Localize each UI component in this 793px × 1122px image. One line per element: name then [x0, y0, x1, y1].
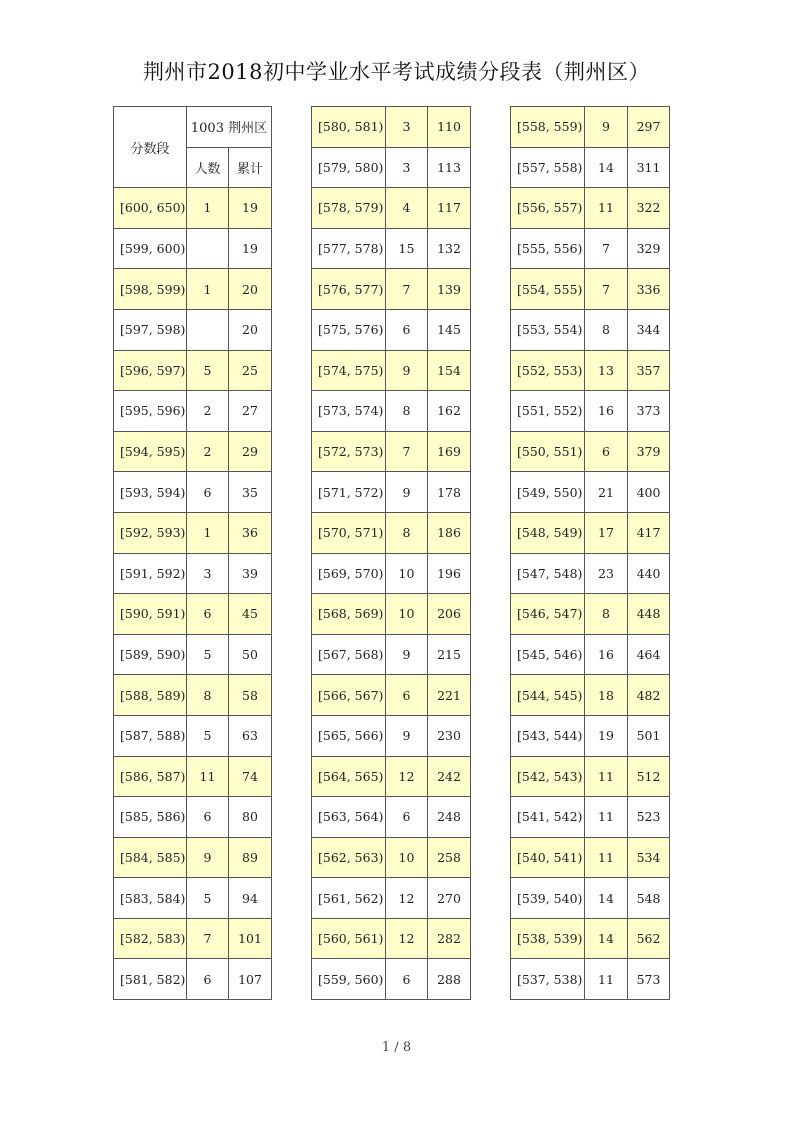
- cumulative-cell: 329: [628, 228, 670, 269]
- table-row: [511, 878, 670, 919]
- table-row: [511, 228, 670, 269]
- score-range-cell: [582, 583): [114, 918, 187, 959]
- score-range-cell: [545, 546): [511, 634, 585, 675]
- cumulative-cell: 573: [628, 959, 670, 1000]
- cumulative-cell: 162: [428, 391, 471, 432]
- score-range-cell: [580, 581): [312, 107, 386, 148]
- count-cell: 4: [386, 188, 428, 229]
- cumulative-cell: 74: [229, 756, 272, 797]
- cumulative-cell: 379: [628, 431, 670, 472]
- table-row: [114, 269, 272, 310]
- score-range-cell: [537, 538): [511, 959, 585, 1000]
- count-cell: 6: [386, 309, 428, 350]
- table-row: [312, 715, 471, 756]
- table-row: [511, 472, 670, 513]
- count-cell: 1: [187, 188, 229, 229]
- count-cell: 15: [386, 228, 428, 269]
- score-range-cell: [585, 586): [114, 797, 187, 838]
- cumulative-cell: 178: [428, 472, 471, 513]
- cumulative-cell: 20: [229, 269, 272, 310]
- score-range-cell: [561, 562): [312, 878, 386, 919]
- table-row: [511, 634, 670, 675]
- table-row: [511, 918, 670, 959]
- score-range-cell: [593, 594): [114, 472, 187, 513]
- score-range-cell: [596, 597): [114, 350, 187, 391]
- score-range-cell: [568, 569): [312, 594, 386, 635]
- table-row: [114, 878, 272, 919]
- cumulative-cell: 27: [229, 391, 272, 432]
- table-row: [114, 431, 272, 472]
- count-cell: 11: [585, 837, 628, 878]
- table-row: [114, 634, 272, 675]
- score-range-cell: [578, 579): [312, 188, 386, 229]
- count-cell: 11: [585, 959, 628, 1000]
- count-cell: 5: [187, 715, 229, 756]
- score-range-cell: [600, 650): [114, 188, 187, 229]
- score-range-cell: [575, 576): [312, 309, 386, 350]
- score-range-cell: [560, 561): [312, 918, 386, 959]
- count-cell: [187, 309, 229, 350]
- count-cell: 10: [386, 837, 428, 878]
- score-range-cell: [588, 589): [114, 675, 187, 716]
- table-row: [511, 431, 670, 472]
- score-range-cell: [539, 540): [511, 878, 585, 919]
- table-row: [312, 553, 471, 594]
- count-cell: 9: [386, 350, 428, 391]
- score-range-cell: [591, 592): [114, 553, 187, 594]
- cumulative-cell: 89: [229, 837, 272, 878]
- table-row: [312, 350, 471, 391]
- table-row: [312, 675, 471, 716]
- score-range-cell: [550, 551): [511, 431, 585, 472]
- table-row: [511, 269, 670, 310]
- header-district: 1003 荆州区: [187, 107, 272, 148]
- count-cell: 14: [585, 918, 628, 959]
- cumulative-cell: 258: [428, 837, 471, 878]
- score-range-cell: [579, 580): [312, 147, 386, 188]
- count-cell: 8: [386, 512, 428, 553]
- cumulative-cell: 20: [229, 309, 272, 350]
- table-row: [312, 269, 471, 310]
- table-row: [312, 594, 471, 635]
- count-cell: 7: [386, 431, 428, 472]
- cumulative-cell: 117: [428, 188, 471, 229]
- score-range-cell: [592, 593): [114, 512, 187, 553]
- score-range-cell: [589, 590): [114, 634, 187, 675]
- score-range-cell: [563, 564): [312, 797, 386, 838]
- cumulative-cell: 336: [628, 269, 670, 310]
- count-cell: 1: [187, 269, 229, 310]
- cumulative-cell: 448: [628, 594, 670, 635]
- count-cell: 12: [386, 756, 428, 797]
- score-range-cell: [566, 567): [312, 675, 386, 716]
- score-range-cell: [559, 560): [312, 959, 386, 1000]
- table-row: [511, 107, 670, 148]
- count-cell: 6: [187, 797, 229, 838]
- cumulative-cell: 230: [428, 715, 471, 756]
- table-row: [114, 959, 272, 1000]
- count-cell: 11: [585, 188, 628, 229]
- count-cell: 7: [386, 269, 428, 310]
- count-cell: 11: [585, 756, 628, 797]
- table-row: [114, 594, 272, 635]
- count-cell: 9: [386, 634, 428, 675]
- count-cell: 2: [187, 391, 229, 432]
- cumulative-cell: 145: [428, 309, 471, 350]
- table-row: [114, 675, 272, 716]
- cumulative-cell: 206: [428, 594, 471, 635]
- score-range-cell: [565, 566): [312, 715, 386, 756]
- count-cell: 1: [187, 512, 229, 553]
- cumulative-cell: 132: [428, 228, 471, 269]
- table-row: [114, 512, 272, 553]
- cumulative-cell: 29: [229, 431, 272, 472]
- score-range-cell: [551, 552): [511, 391, 585, 432]
- score-range-cell: [583, 584): [114, 878, 187, 919]
- cumulative-cell: 311: [628, 147, 670, 188]
- cumulative-cell: 357: [628, 350, 670, 391]
- cumulative-cell: 440: [628, 553, 670, 594]
- score-range-cell: [570, 571): [312, 512, 386, 553]
- count-cell: 6: [187, 594, 229, 635]
- table-row: [511, 350, 670, 391]
- cumulative-cell: 19: [229, 228, 272, 269]
- score-range-cell: [576, 577): [312, 269, 386, 310]
- cumulative-cell: 50: [229, 634, 272, 675]
- count-cell: 13: [585, 350, 628, 391]
- cumulative-cell: 344: [628, 309, 670, 350]
- cumulative-cell: 215: [428, 634, 471, 675]
- count-cell: 8: [585, 309, 628, 350]
- cumulative-cell: 248: [428, 797, 471, 838]
- table-row: [114, 918, 272, 959]
- table-row: [511, 959, 670, 1000]
- table-row: [312, 837, 471, 878]
- table-row: [312, 512, 471, 553]
- count-cell: 7: [187, 918, 229, 959]
- score-range-cell: [553, 554): [511, 309, 585, 350]
- header-score-range: 分数段: [114, 107, 187, 188]
- score-range-cell: [546, 547): [511, 594, 585, 635]
- table-row: [511, 837, 670, 878]
- cumulative-cell: 45: [229, 594, 272, 635]
- cumulative-cell: 512: [628, 756, 670, 797]
- table-row: [114, 756, 272, 797]
- count-cell: 9: [386, 715, 428, 756]
- table-row: [511, 594, 670, 635]
- count-cell: 14: [585, 147, 628, 188]
- count-cell: 2: [187, 431, 229, 472]
- table-row: [511, 391, 670, 432]
- count-cell: 11: [585, 797, 628, 838]
- table-row: [114, 553, 272, 594]
- score-range-cell: [577, 578): [312, 228, 386, 269]
- cumulative-cell: 242: [428, 756, 471, 797]
- table-row: [511, 147, 670, 188]
- count-cell: 6: [187, 472, 229, 513]
- table-row: [312, 472, 471, 513]
- score-range-cell: [557, 558): [511, 147, 585, 188]
- score-range-cell: [571, 572): [312, 472, 386, 513]
- table-row: [312, 107, 471, 148]
- count-cell: 6: [187, 959, 229, 1000]
- score-range-cell: [555, 556): [511, 228, 585, 269]
- cumulative-cell: 35: [229, 472, 272, 513]
- cumulative-cell: 523: [628, 797, 670, 838]
- table-row: [511, 797, 670, 838]
- score-range-cell: [554, 555): [511, 269, 585, 310]
- cumulative-cell: 501: [628, 715, 670, 756]
- cumulative-cell: 196: [428, 553, 471, 594]
- cumulative-cell: 139: [428, 269, 471, 310]
- table-row: [114, 350, 272, 391]
- cumulative-cell: 58: [229, 675, 272, 716]
- count-cell: 9: [386, 472, 428, 513]
- score-range-cell: [587, 588): [114, 715, 187, 756]
- count-cell: 10: [386, 553, 428, 594]
- score-range-cell: [574, 575): [312, 350, 386, 391]
- header-cumulative: 累计: [229, 147, 272, 188]
- score-range-cell: [595, 596): [114, 391, 187, 432]
- score-range-cell: [573, 574): [312, 391, 386, 432]
- table-row: [312, 431, 471, 472]
- score-range-cell: [547, 548): [511, 553, 585, 594]
- cumulative-cell: 297: [628, 107, 670, 148]
- cumulative-cell: 169: [428, 431, 471, 472]
- count-cell: 18: [585, 675, 628, 716]
- table-row: [511, 756, 670, 797]
- count-cell: 5: [187, 634, 229, 675]
- cumulative-cell: 322: [628, 188, 670, 229]
- score-range-cell: [590, 591): [114, 594, 187, 635]
- score-range-cell: [541, 542): [511, 797, 585, 838]
- score-table-2: [311, 106, 471, 1000]
- table-row: [114, 188, 272, 229]
- table-row: [312, 756, 471, 797]
- cumulative-cell: 548: [628, 878, 670, 919]
- count-cell: [187, 228, 229, 269]
- count-cell: 5: [187, 350, 229, 391]
- count-cell: 14: [585, 878, 628, 919]
- table-row: [312, 634, 471, 675]
- cumulative-cell: 80: [229, 797, 272, 838]
- score-range-cell: [598, 599): [114, 269, 187, 310]
- cumulative-cell: 417: [628, 512, 670, 553]
- table-row: [511, 553, 670, 594]
- table-row: [114, 715, 272, 756]
- score-range-cell: [552, 553): [511, 350, 585, 391]
- count-cell: 8: [585, 594, 628, 635]
- score-range-cell: [594, 595): [114, 431, 187, 472]
- count-cell: 16: [585, 634, 628, 675]
- cumulative-cell: 101: [229, 918, 272, 959]
- count-cell: 3: [386, 107, 428, 148]
- table-row: [511, 309, 670, 350]
- score-range-cell: [540, 541): [511, 837, 585, 878]
- cumulative-cell: 482: [628, 675, 670, 716]
- cumulative-cell: 94: [229, 878, 272, 919]
- score-range-cell: [543, 544): [511, 715, 585, 756]
- count-cell: 7: [585, 228, 628, 269]
- score-range-cell: [548, 549): [511, 512, 585, 553]
- table-row: [312, 188, 471, 229]
- count-cell: 3: [187, 553, 229, 594]
- cumulative-cell: 221: [428, 675, 471, 716]
- table-row: [312, 309, 471, 350]
- table-row: [114, 797, 272, 838]
- score-range-cell: [584, 585): [114, 837, 187, 878]
- table-row: [312, 147, 471, 188]
- count-cell: 7: [585, 269, 628, 310]
- cumulative-cell: 282: [428, 918, 471, 959]
- count-cell: 23: [585, 553, 628, 594]
- count-cell: 21: [585, 472, 628, 513]
- count-cell: 5: [187, 878, 229, 919]
- table-row: [312, 878, 471, 919]
- score-range-cell: [542, 543): [511, 756, 585, 797]
- table-row: [511, 512, 670, 553]
- page-number: 1 / 8: [381, 1040, 412, 1055]
- table-row: [511, 675, 670, 716]
- count-cell: 10: [386, 594, 428, 635]
- cumulative-cell: 25: [229, 350, 272, 391]
- score-range-cell: [597, 598): [114, 309, 187, 350]
- table-row: [312, 391, 471, 432]
- score-range-cell: [538, 539): [511, 918, 585, 959]
- score-range-cell: [558, 559): [511, 107, 585, 148]
- cumulative-cell: 464: [628, 634, 670, 675]
- table-row: [511, 188, 670, 229]
- count-cell: 8: [187, 675, 229, 716]
- cumulative-cell: 113: [428, 147, 471, 188]
- score-range-cell: [549, 550): [511, 472, 585, 513]
- page-title: 荆州市2018初中学业水平考试成绩分段表（荆州区）: [143, 60, 650, 84]
- cumulative-cell: 110: [428, 107, 471, 148]
- count-cell: 6: [386, 797, 428, 838]
- score-table-1: [113, 106, 272, 1000]
- table-row: [114, 309, 272, 350]
- score-range-cell: [586, 587): [114, 756, 187, 797]
- cumulative-cell: 373: [628, 391, 670, 432]
- score-range-cell: [569, 570): [312, 553, 386, 594]
- score-range-cell: [544, 545): [511, 675, 585, 716]
- score-range-cell: [564, 565): [312, 756, 386, 797]
- table-row: [312, 797, 471, 838]
- count-cell: 9: [187, 837, 229, 878]
- score-range-cell: [556, 557): [511, 188, 585, 229]
- count-cell: 12: [386, 878, 428, 919]
- score-range-cell: [581, 582): [114, 959, 187, 1000]
- cumulative-cell: 154: [428, 350, 471, 391]
- cumulative-cell: 270: [428, 878, 471, 919]
- count-cell: 16: [585, 391, 628, 432]
- count-cell: 6: [585, 431, 628, 472]
- count-cell: 6: [386, 675, 428, 716]
- score-range-cell: [562, 563): [312, 837, 386, 878]
- count-cell: 9: [585, 107, 628, 148]
- count-cell: 12: [386, 918, 428, 959]
- count-cell: 6: [386, 959, 428, 1000]
- count-cell: 8: [386, 391, 428, 432]
- count-cell: 11: [187, 756, 229, 797]
- table-row: [114, 228, 272, 269]
- count-cell: 19: [585, 715, 628, 756]
- table-row: [114, 391, 272, 432]
- table-row: [511, 715, 670, 756]
- score-range-cell: [572, 573): [312, 431, 386, 472]
- table-row: [114, 837, 272, 878]
- cumulative-cell: 36: [229, 512, 272, 553]
- count-cell: 17: [585, 512, 628, 553]
- cumulative-cell: 288: [428, 959, 471, 1000]
- cumulative-cell: 534: [628, 837, 670, 878]
- cumulative-cell: 400: [628, 472, 670, 513]
- cumulative-cell: 39: [229, 553, 272, 594]
- count-cell: 3: [386, 147, 428, 188]
- table-row: [312, 918, 471, 959]
- score-range-cell: [567, 568): [312, 634, 386, 675]
- table-row: [114, 472, 272, 513]
- cumulative-cell: 63: [229, 715, 272, 756]
- table-row: [312, 228, 471, 269]
- score-range-cell: [599, 600): [114, 228, 187, 269]
- score-table-3: [510, 106, 670, 1000]
- cumulative-cell: 186: [428, 512, 471, 553]
- cumulative-cell: 562: [628, 918, 670, 959]
- table-row: [312, 959, 471, 1000]
- cumulative-cell: 107: [229, 959, 272, 1000]
- cumulative-cell: 19: [229, 188, 272, 229]
- header-count: 人数: [187, 147, 229, 188]
